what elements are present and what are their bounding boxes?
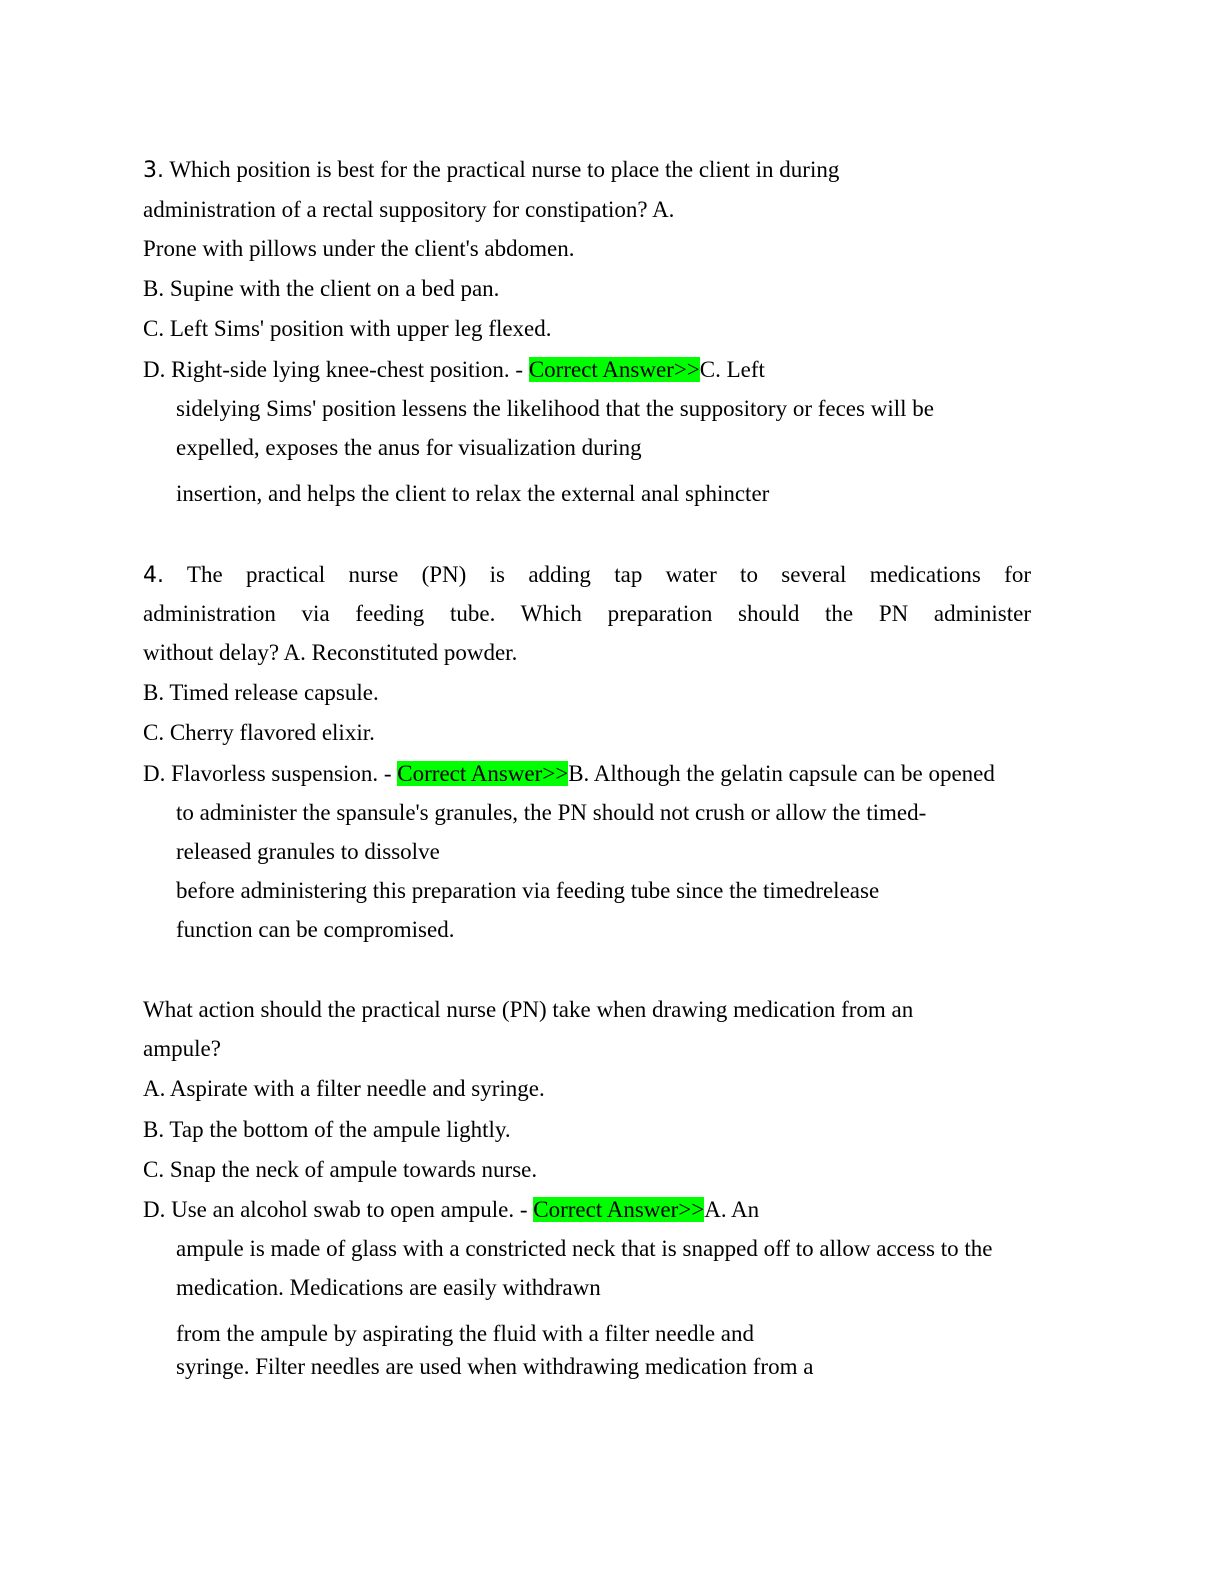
q3-option-d-line <box>143 355 765 385</box>
q3-number: 3. <box>143 158 164 183</box>
q4-rationale-3: before administering this preparation via feeding tube since the timedrelease <box>176 878 880 903</box>
q4-stem-line-2: administration via feeding tube. Which preparation should the PN administer <box>143 601 1031 626</box>
q3-option-b: B. Supine with the client on a bed pan. <box>143 276 500 301</box>
q3-correct-answer-highlight: Correct Answer>> <box>528 357 700 382</box>
q3-rationale-2: expelled, exposes the anus for visualization during <box>176 435 642 460</box>
q3-answer-start: C. Left <box>699 357 765 382</box>
q4-rationale-1: to administer the spansule's granules, the PN should not crush or allow the timed- <box>176 800 927 825</box>
q3-rationale-1: sidelying Sims' position lessens the likelihood that the suppository or feces will be <box>176 396 934 421</box>
q5-option-a: A. Aspirate with a filter needle and syringe. <box>143 1076 545 1101</box>
q4-rationale-4: function can be compromised. <box>176 917 455 942</box>
q4-rationale-2: released granules to dissolve <box>176 839 440 864</box>
q5-rationale-4: syringe. Filter needles are used when withdrawing medication from a <box>176 1354 814 1379</box>
q3-rationale-3: insertion, and helps the client to relax the external anal sphincter <box>176 481 770 506</box>
q4-answer-start: B. Although the gelatin capsule can be opened <box>568 761 995 786</box>
q3-stem-line-1 <box>143 155 839 186</box>
q4-option-d-line <box>143 759 995 789</box>
q3-stem-text-1: Which position is best for the practical nurse to place the client in during <box>169 157 840 182</box>
q5-rationale-3: from the ampule by aspirating the fluid with a filter needle and <box>176 1321 755 1346</box>
q5-rationale-2: medication. Medications are easily withdrawn <box>176 1275 601 1300</box>
q5-option-b: B. Tap the bottom of the ampule lightly. <box>143 1117 511 1142</box>
q3-option-c: C. Left Sims' position with upper leg flexed. <box>143 316 552 341</box>
q5-option-c: C. Snap the neck of ampule towards nurse. <box>143 1157 538 1182</box>
q5-option-d-line <box>143 1195 759 1225</box>
q5-rationale-1: ampule is made of glass with a constricted neck that is snapped off to allow access to the <box>176 1236 993 1261</box>
q4-option-b: B. Timed release capsule. <box>143 680 379 705</box>
q3-option-d: D. Right-side lying knee-chest position. - <box>143 357 524 382</box>
q5-stem-line-1: What action should the practical nurse (PN) take when drawing medication from an <box>143 997 914 1022</box>
q3-stem-line-2: administration of a rectal suppository for constipation? A. <box>143 197 675 222</box>
q4-number: 4. <box>143 563 164 588</box>
q5-stem-line-2: ampule? <box>143 1036 221 1061</box>
q3-option-a: Prone with pillows under the client's abdomen. <box>143 236 575 261</box>
q4-stem-text-1: The practical nurse (PN) is adding tap water to several medications for <box>186 562 1031 587</box>
q4-correct-answer-highlight: Correct Answer>> <box>397 761 569 786</box>
q4-option-c: C. Cherry flavored elixir. <box>143 720 375 745</box>
q4-stem-line-1 <box>143 560 1031 591</box>
q5-option-d: D. Use an alcohol swab to open ampule. - <box>143 1197 528 1222</box>
q5-answer-start: A. An <box>704 1197 760 1222</box>
q4-option-d: D. Flavorless suspension. - <box>143 761 392 786</box>
q4-stem-line-3: without delay? A. Reconstituted powder. <box>143 640 518 665</box>
q5-correct-answer-highlight: Correct Answer>> <box>533 1197 705 1222</box>
